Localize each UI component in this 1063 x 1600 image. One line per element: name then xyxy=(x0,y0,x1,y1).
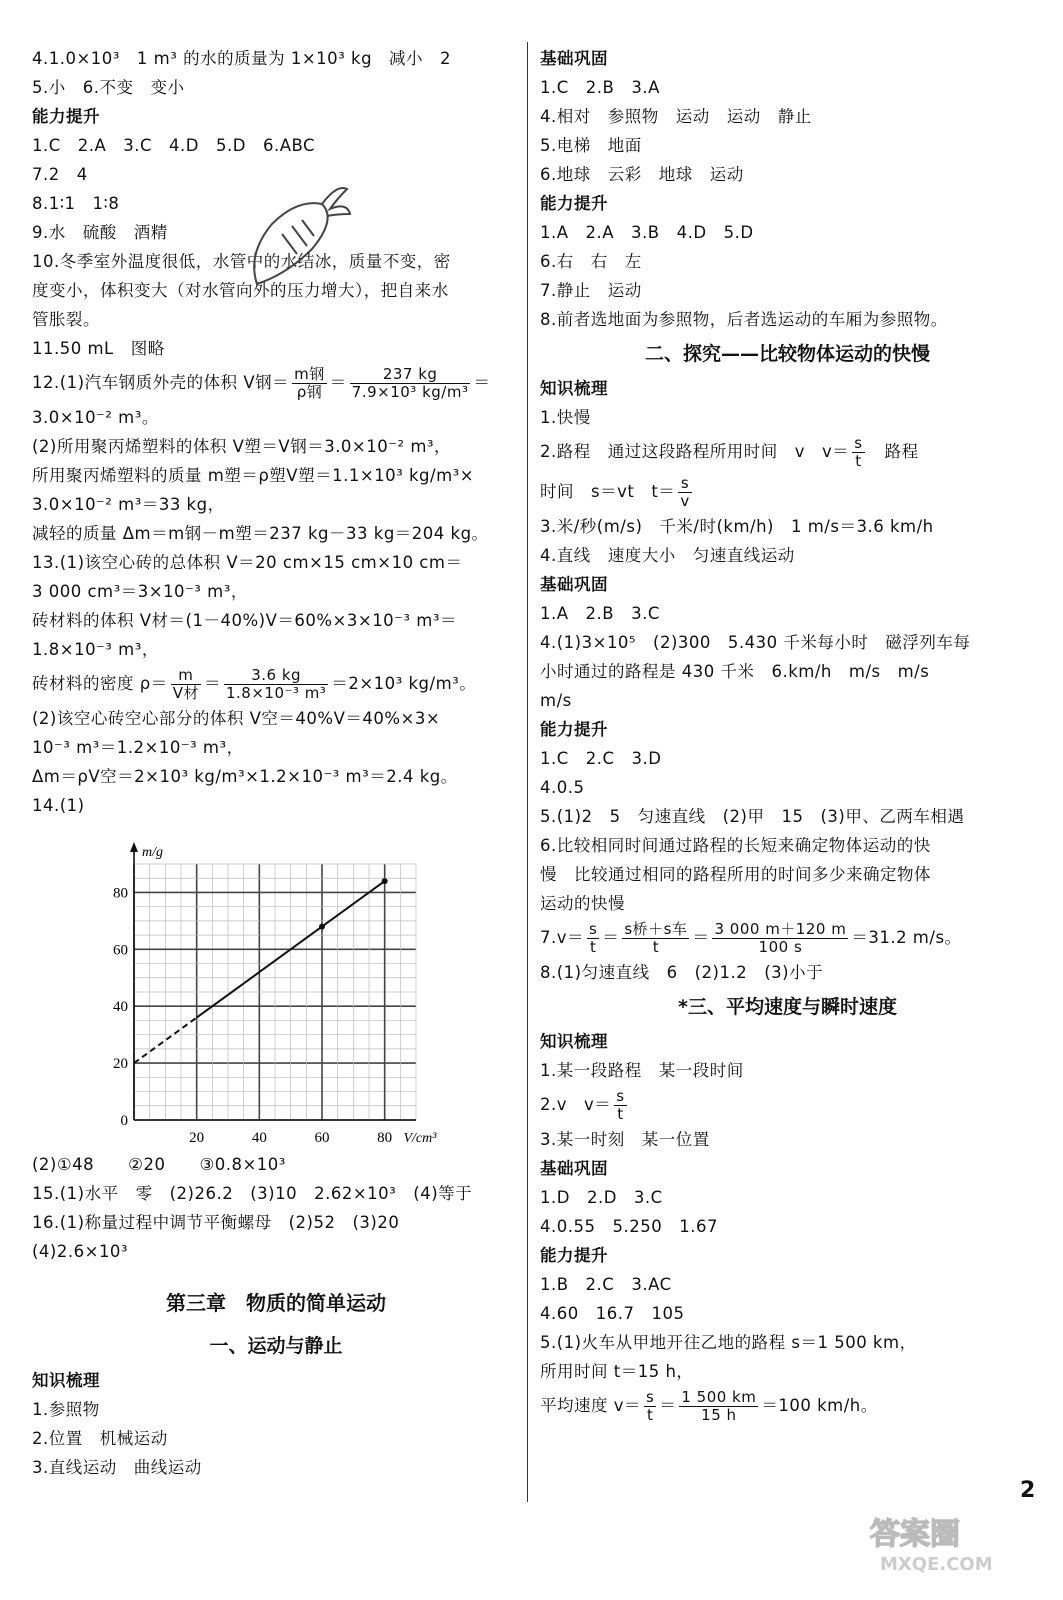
g5-line-5: 慢 比较通过相同的路程所用的时间多少来确定物体 xyxy=(540,865,931,884)
heading-nengli-2: 能力提升 xyxy=(540,720,608,739)
section-2-title: 二、探究——比较物体运动的快慢 xyxy=(644,343,930,365)
watermark-logo xyxy=(860,1508,1040,1578)
answers-group-4 xyxy=(540,599,1035,715)
left-bottom-line-1: 1.参照物 xyxy=(32,1400,100,1419)
q12-pre: 12.(1)汽车钢质外壳的体积 V钢＝ xyxy=(32,373,290,392)
left-mid-line-5: 10.冬季室外温度很低，水管中的水结冰，质量不变，密 xyxy=(32,252,451,271)
answers-group-3 xyxy=(540,512,1035,570)
q13-line-2: 10⁻³ m³＝1.2×10⁻³ m³， xyxy=(32,738,244,757)
q8-line: 8.(1)匀速直线 6 (2)1.2 (3)小于 xyxy=(540,963,824,982)
q13-line-3: Δm＝ρV空＝2×10³ kg/m³×1.2×10⁻³ m³＝2.4 kg。 xyxy=(32,767,458,786)
g3-line-1: 3.米/秒(m/s) 千米/时(km/h) 1 m/s＝3.6 km/h xyxy=(540,517,934,536)
k4-formula-line: 2.v v＝ $\frac{s}{t}$ xyxy=(540,1087,625,1123)
k2-fraction: $\frac{s}{t}$ xyxy=(854,434,863,470)
y-tick-label: 20 xyxy=(113,1056,128,1073)
heading-zhishi-2: 知识梳理 xyxy=(540,379,608,398)
g3-line-2: 4.直线 速度大小 匀速直线运动 xyxy=(540,546,795,565)
left-column xyxy=(32,44,520,1482)
q13-lines xyxy=(32,704,520,820)
q13-fraction-1: $\frac{m}{\text{V材}}$ xyxy=(172,666,199,702)
y-tick-label: 80 xyxy=(113,885,128,902)
data-point xyxy=(382,878,388,884)
g7-line-1: 1.D 2.D 3.C xyxy=(540,1188,663,1207)
q12-line-1: 3.0×10⁻² m³。 xyxy=(32,408,159,427)
after-chart-line-4: (4)2.6×10³ xyxy=(32,1242,129,1261)
q7-fraction-2: $\frac{\text{s桥＋s车}}{t}$ xyxy=(624,920,688,956)
q13-line-4: 14.(1) xyxy=(32,796,85,815)
left-mid-line-3: 8.1∶1 1∶8 xyxy=(32,194,120,213)
q13-line-1: (2)该空心砖空心部分的体积 V空＝40%V＝40%×3× xyxy=(32,709,441,728)
svg-text:答案圈: 答案圈 xyxy=(870,1517,960,1552)
left-mid-line-2: 7.2 4 xyxy=(32,165,88,184)
g4-line-1: 1.A 2.B 3.C xyxy=(540,604,660,623)
g1-line-3: 5.电梯 地面 xyxy=(540,136,642,155)
heading-zhishi: 知识梳理 xyxy=(32,1371,100,1390)
q12-line-2: (2)所用聚丙烯塑料的体积 V塑＝V钢＝3.0×10⁻² m³， xyxy=(32,437,452,456)
g2-line-3: 7.静止 运动 xyxy=(540,281,642,300)
k2-formula-line: 2.路程 通过这段路程所用时间 v v＝ $\frac{s}{t}$ 路程 xyxy=(540,434,919,470)
left-top-line-2: 5.小 6.不变 变小 xyxy=(32,78,185,97)
q12-fraction-2: $\frac{237 kg}{\text{7.9×10³ kg/m³}}$ xyxy=(351,365,469,401)
g7-line-2: 4.0.55 5.250 1.67 xyxy=(540,1217,718,1236)
heading-jichu-2: 基础巩固 xyxy=(540,575,608,594)
q12-line-9: 1.8×10⁻³ m³， xyxy=(32,640,159,659)
answers-group-5 xyxy=(540,744,1035,918)
g8-line-4: 所用时间 t＝15 h， xyxy=(540,1362,694,1381)
k4-fraction: $\frac{s}{t}$ xyxy=(616,1087,625,1123)
data-point xyxy=(319,924,325,930)
g4-line-4: m/s xyxy=(540,691,572,710)
g2-line-4: 8.前者选地面为参照物，后者选运动的车厢为参照物。 xyxy=(540,310,948,329)
svg-text:MXQE.COM: MXQE.COM xyxy=(880,1554,993,1575)
q12-lines xyxy=(32,403,520,664)
left-mid-line-8: 11.50 mL 图略 xyxy=(32,339,165,358)
g4-line-3: 小时通过的路程是 430 千米 6.km/h m/s m/s xyxy=(540,662,930,681)
answers-block-top xyxy=(32,44,520,102)
answers-group-1 xyxy=(540,73,1035,189)
left-bottom-line-3: 3.直线运动 曲线运动 xyxy=(32,1458,202,1477)
q12-line-7: 3 000 cm³＝3×10⁻³ m³， xyxy=(32,582,248,601)
after-chart-line-3: 16.(1)称量过程中调节平衡螺母 (2)52 (3)20 xyxy=(32,1213,400,1232)
g5-line-4: 6.比较相同时间通过路程的长短来确定物体运动的快 xyxy=(540,836,931,855)
y-axis-arrow xyxy=(130,842,138,852)
q13-fraction-2: $\frac{3.6 kg}{\text{1.8×10⁻³ m³}}$ xyxy=(225,666,327,702)
g8-line-3: 5.(1)火车从甲地开往乙地的路程 s＝1 500 km， xyxy=(540,1333,917,1352)
k3-line: 1.某一段路程 某一段时间 xyxy=(540,1061,744,1080)
q12-line-3: 所用聚丙烯塑料的质量 m塑＝ρ塑V塑＝1.1×10³ kg/m³× xyxy=(32,466,475,485)
mass-volume-chart xyxy=(32,820,520,1150)
y-tick-label: 40 xyxy=(113,999,128,1016)
heading-jichu-1: 基础巩固 xyxy=(540,49,608,68)
k2b-fraction: $\frac{s}{v}$ xyxy=(680,474,690,510)
g4-line-2: 4.(1)3×10⁵ (2)300 5.430 千米每小时 磁浮列车每 xyxy=(540,633,971,652)
left-mid-line-6: 度变小，体积变大（对水管向外的压力增大），把自来水 xyxy=(32,281,449,300)
answers-group-7 xyxy=(540,1183,1035,1241)
k1-line: 1.快慢 xyxy=(540,408,591,427)
column-divider xyxy=(527,42,528,1502)
g1-line-4: 6.地球 云彩 地球 运动 xyxy=(540,165,744,184)
x-axis-label: V/cm³ xyxy=(403,1131,437,1146)
page-number: 2 xyxy=(1020,1478,1036,1503)
section-3-title: *三、平均速度与瞬时速度 xyxy=(678,996,897,1018)
x-tick-label: 80 xyxy=(377,1130,393,1146)
answers-block-bottom xyxy=(32,1395,520,1482)
g1-line-1: 1.C 2.B 3.A xyxy=(540,78,660,97)
x-tick-label: 60 xyxy=(314,1130,330,1146)
q5-formula-line: 平均速度 v＝ $\frac{s}{t}$ ＝ $\frac{1 500 km}{15 h}$ ＝100 km/h。 xyxy=(540,1388,878,1424)
q12-fraction-1: $\frac{\text{m钢}}{\text{ρ钢}}$ xyxy=(294,365,325,401)
q5-fraction-2: $\frac{1 500 km}{15 h}$ xyxy=(681,1388,757,1424)
left-mid-line-4: 9.水 硫酸 酒精 xyxy=(32,223,168,242)
heading-nengli: 能力提升 xyxy=(32,107,100,126)
y-tick-label: 0 xyxy=(120,1113,128,1129)
y-axis-label: m/g xyxy=(142,845,163,860)
q7-fraction-3: $\frac{3 000 m+120 m}{100 s}$ xyxy=(714,920,847,956)
right-column xyxy=(540,44,1035,1426)
left-top-line-1: 4.1.0×10³ 1 m³ 的水的质量为 1×10³ kg 减小 2 xyxy=(32,49,452,68)
q13-pre: 砖材料的密度 ρ＝ xyxy=(32,674,168,693)
carrot-doodle-icon xyxy=(242,174,352,294)
x-tick-label: 40 xyxy=(251,1130,267,1146)
g2-line-1: 1.A 2.A 3.B 4.D 5.D xyxy=(540,223,754,242)
q12-line-8: 砖材料的体积 V材＝(1－40%)V＝60%×3×10⁻³ m³＝ xyxy=(32,611,457,630)
k2b-formula-line: 时间 s＝vt t＝ $\frac{s}{v}$ xyxy=(540,474,690,510)
g8-line-1: 1.B 2.C 3.AC xyxy=(540,1275,672,1294)
heading-zhishi-3: 知识梳理 xyxy=(540,1032,608,1051)
g5-line-1: 1.C 2.C 3.D xyxy=(540,749,662,768)
g1-line-2: 4.相对 参照物 运动 运动 静止 xyxy=(540,107,812,126)
section-1-title: 一、运动与静止 xyxy=(209,1335,343,1357)
x-tick-label: 20 xyxy=(189,1130,205,1146)
g5-line-6: 运动的快慢 xyxy=(540,894,625,913)
after-chart-line-2: 15.(1)水平 零 (2)26.2 (3)10 2.62×10³ (4)等于 xyxy=(32,1184,473,1203)
q7-fraction-1: $\frac{s}{t}$ xyxy=(589,920,598,956)
chapter-title: 第三章 物质的简单运动 xyxy=(166,1291,386,1315)
left-bottom-line-2: 2.位置 机械运动 xyxy=(32,1429,168,1448)
heading-nengli-3: 能力提升 xyxy=(540,1246,608,1265)
answers-after-chart xyxy=(32,1150,520,1266)
q5-fraction-1: $\frac{s}{t}$ xyxy=(646,1388,655,1424)
g8-line-2: 4.60 16.7 105 xyxy=(540,1304,685,1323)
answers-group-2 xyxy=(540,218,1035,334)
left-mid-line-7: 管胀裂。 xyxy=(32,310,100,329)
g5-line-2: 4.0.5 xyxy=(540,778,585,797)
q12-line-4: 3.0×10⁻² m³＝33 kg， xyxy=(32,495,225,514)
q12-line-5: 减轻的质量 Δm＝m钢－m塑＝237 kg－33 kg＝204 kg。 xyxy=(32,524,489,543)
after-chart-line-1: (2)①48 ②20 ③0.8×10³ xyxy=(32,1155,286,1174)
g5-line-3: 5.(1)2 5 匀速直线 (2)甲 15 (3)甲、乙两车相遇 xyxy=(540,807,965,826)
heading-nengli-1: 能力提升 xyxy=(540,194,608,213)
k5-line: 3.某一时刻 某一位置 xyxy=(540,1130,710,1149)
q12-line-6: 13.(1)该空心砖的总体积 V＝20 cm×15 cm×10 cm＝ xyxy=(32,553,463,572)
g2-line-2: 6.右 右 左 xyxy=(540,252,642,271)
q12-formula-line: 12.(1)汽车钢质外壳的体积 V钢＝ $\frac{\text{m钢}}{\text{ρ钢}}$ ＝ $\frac{237 kg}{\text{7.9×10³ kg/m³}}$ ＝ xyxy=(32,365,491,401)
chart-svg xyxy=(32,820,520,1150)
heading-jichu-3: 基础巩固 xyxy=(540,1159,608,1178)
q7-formula-line: 7.v＝ $\frac{s}{t}$ ＝ $\frac{\text{s桥＋s车}}{t}$ ＝ $\frac{3 000 m+120 m}{100 s}$ ＝31.2 m/s。 xyxy=(540,920,962,956)
answers-group-8 xyxy=(540,1270,1035,1386)
left-mid-line-1: 1.C 2.A 3.C 4.D 5.D 6.ABC xyxy=(32,136,316,155)
y-tick-label: 60 xyxy=(113,942,128,959)
q13-formula-line: 砖材料的密度 ρ＝ $\frac{m}{\text{V材}}$ ＝ $\frac{3.6 kg}{\text{1.8×10⁻³ m³}}$ ＝2×10³ kg/m³。 xyxy=(32,666,477,702)
